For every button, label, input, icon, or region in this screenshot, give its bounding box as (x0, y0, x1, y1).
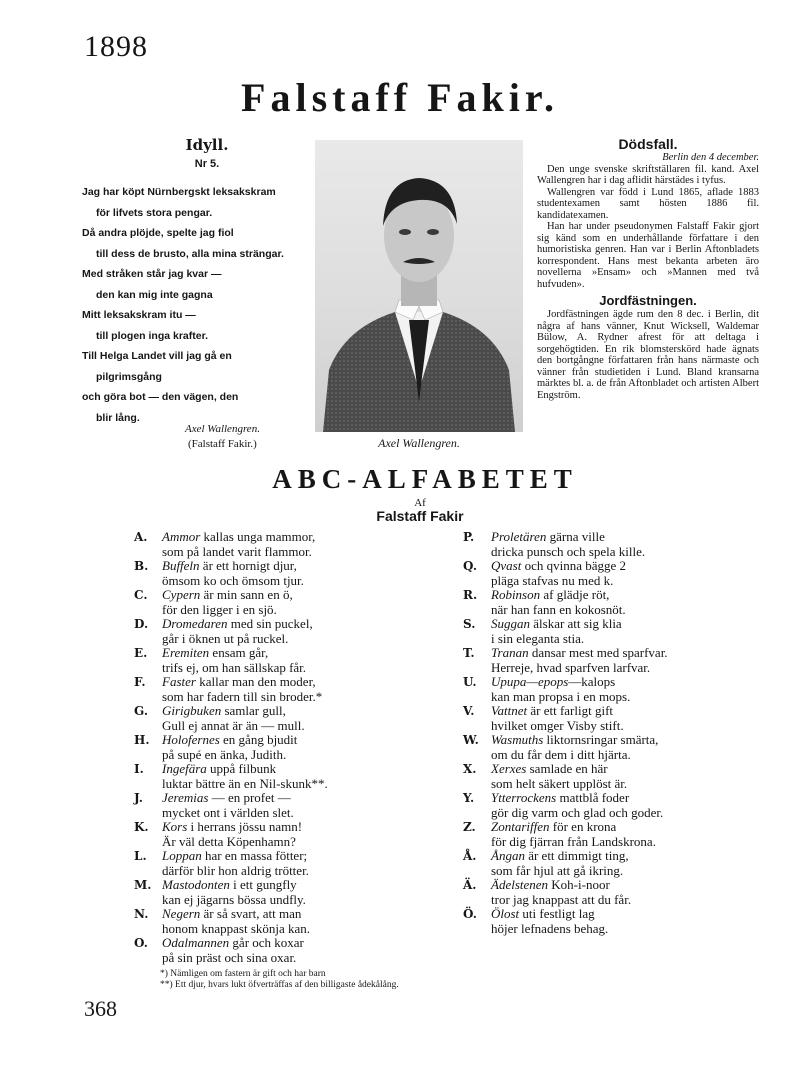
verse-line (491, 733, 693, 748)
alphabet-entry (134, 791, 454, 820)
poem-line: den kan mig inte gagna (96, 288, 213, 301)
entry-rest: uppå filbunk (206, 761, 277, 776)
idyll-pseudonym: (Falstaff Fakir.) (188, 438, 257, 450)
alphabet-left-column (134, 530, 454, 965)
verse-line (491, 820, 693, 835)
entry-verse (491, 791, 693, 820)
entry-keyword: Xerxes (491, 761, 527, 776)
entry-verse (162, 733, 454, 762)
entry-rest: — en profet — (208, 790, 291, 805)
entry-verse (491, 849, 693, 878)
verse-line: mycket ont i världen slet. (162, 804, 294, 820)
verse-line (162, 791, 454, 806)
entry-keyword: Mastodonten (162, 877, 230, 892)
entry-keyword: Buffeln (162, 558, 200, 573)
alphabet-entry (463, 530, 693, 559)
entry-keyword: Kors (162, 819, 188, 834)
verse-line: luktar bättre än en Nil-skunk**. (162, 775, 328, 791)
obituary-paragraph: Wallengren var född i Lund 1865, aflade 1883 studentexamen samt hösten 1886 fil. kandidatexamen. (537, 186, 759, 221)
entry-letter: C. (134, 588, 148, 602)
entry-verse (162, 704, 454, 733)
verse-line (162, 849, 454, 864)
footnote: *) Nämligen om fastern är gift och har barn (160, 969, 326, 979)
entry-letter: A. (134, 530, 148, 544)
entry-verse (162, 907, 454, 936)
entry-verse (491, 704, 693, 733)
entry-rest: är ett farligt gift (527, 703, 614, 718)
alphabet-title: ABC-ALFABETET (272, 464, 578, 494)
entry-keyword: Dromedaren (162, 616, 228, 631)
entry-letter: B. (134, 559, 149, 573)
entry-rest: älskar att sig klia (530, 616, 622, 631)
entry-keyword: Upupa—epops (491, 674, 569, 689)
alphabet-entry (134, 530, 454, 559)
entry-letter: V. (463, 704, 475, 718)
page-number: 368 (84, 996, 117, 1021)
entry-letter: N. (134, 907, 149, 921)
entry-keyword: Wasmuths (491, 732, 544, 747)
entry-keyword: Tranan (491, 645, 529, 660)
alphabet-entry (134, 559, 454, 588)
entry-rest: är så svart, att man (200, 906, 302, 921)
entry-verse (162, 675, 454, 704)
poem-line: Med stråken står jag kvar — (82, 268, 222, 280)
entry-verse (491, 617, 693, 646)
verse-line (491, 849, 693, 864)
alphabet-byline: Af (414, 497, 426, 509)
verse-line: om du får dem i ditt hjärta. (491, 746, 631, 762)
entry-keyword: Suggan (491, 616, 530, 631)
verse-line (162, 907, 454, 922)
obituary-heading: Dödsfall. (618, 136, 678, 152)
entry-verse (491, 762, 693, 791)
entry-keyword: Ölost (491, 906, 520, 921)
verse-line (491, 704, 693, 719)
photo-caption: Axel Wallengren. (378, 436, 460, 450)
verse-line (162, 559, 454, 574)
entry-rest: gärna ville (546, 529, 605, 544)
verse-line: som har fadern till sin broder.* (162, 688, 323, 704)
verse-line (162, 675, 454, 690)
entry-keyword: Girigbuken (162, 703, 222, 718)
poem-line: till dess de brusto, alla mina strängar. (96, 247, 284, 260)
entry-keyword: Ångan (491, 848, 525, 863)
verse-line (162, 646, 454, 661)
verse-line (162, 878, 454, 893)
entry-rest: är ett hornigt djur, (199, 558, 297, 573)
alphabet-entry (463, 646, 693, 675)
idyll-number: Nr 5. (194, 158, 220, 170)
poem-line: och göra bot — den vägen, den (82, 391, 239, 403)
entry-letter: Q. (463, 559, 478, 573)
alphabet-entry (134, 617, 454, 646)
entry-letter: L. (134, 849, 147, 863)
entry-keyword: Odalmannen (162, 935, 230, 950)
entry-verse (162, 762, 454, 791)
verse-line (491, 878, 693, 893)
entry-rest: en gång bjudit (219, 732, 298, 747)
entry-verse (162, 646, 454, 675)
verse-line (162, 733, 454, 748)
entry-rest: i ett gungfly (229, 877, 297, 892)
alphabet-entry (134, 762, 454, 791)
alphabet-entry (463, 762, 693, 791)
verse-line: höjer lefnadens behag. (491, 920, 609, 936)
entry-rest: har en massa fötter; (201, 848, 308, 863)
alphabet-entry (134, 646, 454, 675)
verse-line: hvilket omger Visby stift. (491, 717, 624, 733)
funeral-paragraph: Jordfästningen ägde rum den 8 dec. i Berlin, dit några af hans vänner, Knut Wicksell, Waldemar Bülow, A. Rydner afrest för att deltaga i sorgehögtiden. En rik blomsterskörd hade ägnats den bortgångne författaren från hans närmaste och vänner från studietiden i Lund. Bland kransarna märktes bl. a. de från Aftonbladet och artisten Albert Engström. (537, 309, 759, 401)
verse-line: pläga stafvas nu med k. (491, 572, 614, 588)
verse-line (162, 936, 454, 951)
entry-verse (491, 530, 693, 559)
entry-rest: Koh-i-noor (548, 877, 610, 892)
entry-keyword: Jeremias (162, 790, 209, 805)
entry-rest: är min sann en ö, (200, 587, 293, 602)
verse-line (162, 704, 454, 719)
entry-rest: af glädje röt, (540, 587, 610, 602)
verse-line: Är väl detta Köpenhamn? (162, 833, 296, 849)
verse-line (491, 617, 693, 632)
verse-line: för dig fjärran från Landskrona. (491, 833, 656, 849)
entry-letter: Ä. (463, 878, 477, 892)
entry-letter: F. (134, 675, 146, 689)
poem-line: till plogen inga krafter. (96, 329, 209, 342)
entry-letter: G. (134, 704, 148, 718)
entry-keyword: Eremiten (162, 645, 210, 660)
entry-verse (491, 588, 693, 617)
verse-line (491, 559, 693, 574)
alphabet-entry (463, 588, 693, 617)
alphabet-entry (463, 617, 693, 646)
entry-verse (491, 907, 693, 936)
poem-line: blir lång. (96, 411, 140, 424)
verse-line: dricka punsch och spela kille. (491, 543, 646, 559)
verse-line: Herreje, hvad sparfven larfvar. (491, 659, 651, 675)
verse-line: för den ligger i en sjö. (162, 601, 277, 617)
poem-line: Mitt leksakskram itu — (82, 309, 196, 321)
entry-verse (162, 559, 454, 588)
entry-letter: D. (134, 617, 149, 631)
entry-verse (491, 675, 693, 704)
entry-letter: J. (134, 791, 143, 805)
entry-rest: samlar gull, (221, 703, 286, 718)
verse-line: honom knappast skönja kan. (162, 920, 311, 936)
alphabet-entry (134, 588, 454, 617)
alphabet-entry (134, 878, 454, 907)
alphabet-entry (134, 936, 454, 965)
entry-letter: S. (463, 617, 476, 631)
verse-line: i sin eleganta stia. (491, 630, 585, 646)
poem-lines (82, 182, 310, 428)
alphabet-entry (463, 559, 693, 588)
idyll-signature: Axel Wallengren. (185, 423, 260, 435)
entry-keyword: Robinson (491, 587, 541, 602)
verse-line (491, 791, 693, 806)
entry-letter: T. (463, 646, 475, 660)
entry-verse (162, 878, 454, 907)
entry-keyword: Ädelstenen (491, 877, 549, 892)
verse-line: ömsom ko och ömsom tjur. (162, 572, 304, 588)
entry-verse (162, 530, 454, 559)
footnote: **) Ett djur, hvars lukt öfverträffas af den billigaste ådekålång. (160, 980, 399, 990)
alphabet-entry (134, 907, 454, 936)
alphabet-entry (463, 907, 693, 936)
entry-verse (162, 820, 454, 849)
entry-letter: M. (134, 878, 152, 892)
alphabet-entry (463, 849, 693, 878)
entry-letter: R. (463, 588, 478, 602)
verse-line (491, 588, 693, 603)
entry-letter: H. (134, 733, 150, 747)
verse-line: på supé en änka, Judith. (162, 746, 287, 762)
entry-verse (162, 617, 454, 646)
entry-letter: Ö. (463, 907, 477, 921)
verse-line: trifs ej, om han sällskap får. (162, 659, 307, 675)
verse-line: gör dig varm och glad och goder. (491, 804, 664, 820)
verse-line (162, 530, 454, 545)
entry-rest: liktornsringar smärta, (543, 732, 659, 747)
verse-line: går i öknen ut på ruckel. (162, 630, 289, 646)
page-title: Falstaff Fakir. (241, 75, 559, 120)
verse-line: som får hjul att gå ikring. (491, 862, 624, 878)
verse-line: därför blir hon aldrig trötter. (162, 862, 309, 878)
entry-rest: med sin puckel, (227, 616, 313, 631)
verse-line: kan man propsa i en mops. (491, 688, 631, 704)
verse-line (162, 588, 454, 603)
entry-letter: Z. (463, 820, 476, 834)
entry-rest: mattblå foder (556, 790, 630, 805)
entry-letter: I. (134, 762, 144, 776)
entry-verse (491, 646, 693, 675)
alphabet-entry (463, 820, 693, 849)
entry-rest: samlade en här (526, 761, 608, 776)
alphabet-entry (463, 733, 693, 762)
entry-keyword: Vattnet (491, 703, 528, 718)
entry-keyword: Proletären (491, 529, 547, 544)
entry-keyword: Loppan (162, 848, 202, 863)
entry-letter: Å. (463, 849, 477, 863)
verse-line (162, 617, 454, 632)
obituary-column (537, 136, 759, 401)
entry-keyword: Ytterrockens (491, 790, 557, 805)
verse-line: på sin präst och sina oxar. (162, 949, 297, 965)
entry-verse (491, 878, 693, 907)
verse-line (491, 646, 693, 661)
obituary-paragraph: Den unge svenske skriftställaren fil. kand. Axel Wallengren har i dag aflidit härstädes i tyfus. (537, 163, 759, 186)
entry-letter: E. (134, 646, 148, 660)
entry-verse (162, 791, 454, 820)
entry-rest: går och koxar (229, 935, 304, 950)
entry-rest: uti festligt lag (519, 906, 595, 921)
entry-rest: är ett dimmigt ting, (524, 848, 629, 863)
entry-rest: och qvinna bägge 2 (521, 558, 627, 573)
poem-line: Till Helga Landet vill jag gå en (82, 350, 232, 362)
obituary-paragraph: Han har under pseudonymen Falstaff Fakir gjort sig känd som en underhållande författare i den humoristiska genren. Han var i Berlin Aftonbladets korrespondent. Hans mest bekanta arbeten äro novellerna »Ensam» och »Mannen med två hufvuden». (537, 221, 759, 290)
alphabet-entry (463, 791, 693, 820)
entry-rest: dansar mest med sparfvar. (528, 645, 668, 660)
portrait-photo (315, 140, 523, 432)
entry-verse (491, 820, 693, 849)
idyll-poem (82, 136, 310, 428)
entry-rest: kallas unga mammor, (200, 529, 316, 544)
verse-line (491, 907, 693, 922)
footnotes (160, 969, 399, 991)
entry-letter: X. (463, 762, 477, 776)
entry-keyword: Negern (162, 906, 201, 921)
alphabet-author: Falstaff Fakir (376, 508, 464, 524)
entry-rest: kallar man den moder, (195, 674, 316, 689)
verse-line (491, 762, 693, 777)
portrait-illustration (315, 140, 523, 432)
verse-line (491, 530, 693, 545)
obituary-dateline: Berlin den 4 december. (662, 152, 759, 163)
poem-line: pilgrimsgång (96, 370, 162, 383)
alphabet-entry (134, 704, 454, 733)
entry-verse (162, 936, 454, 965)
verse-line: kan ej jägarns bössa undfly. (162, 891, 306, 907)
entry-letter: Y. (463, 791, 475, 805)
entry-rest: ensam går, (209, 645, 269, 660)
entry-keyword: Qvast (491, 558, 522, 573)
alphabet-entry (134, 733, 454, 762)
entry-keyword: Cypern (162, 587, 201, 602)
entry-keyword: Ingefära (162, 761, 207, 776)
poem-line: Jag har köpt Nürnbergskt leksakskram (82, 186, 276, 198)
alphabet-entry (463, 704, 693, 733)
entry-rest: för en krona (549, 819, 617, 834)
verse-line: som på landet varit flammor. (162, 543, 312, 559)
verse-line: när han fann en kokosnöt. (491, 601, 626, 617)
entry-letter: U. (463, 675, 477, 689)
alphabet-entry (463, 878, 693, 907)
entry-keyword: Ammor (162, 529, 201, 544)
entry-letter: P. (463, 530, 475, 544)
alphabet-entry (134, 820, 454, 849)
idyll-heading: Idyll. (185, 136, 229, 154)
entry-keyword: Zontariffen (491, 819, 550, 834)
entry-rest: i herrans jössu namn! (187, 819, 303, 834)
entry-verse (162, 849, 454, 878)
verse-line (162, 762, 454, 777)
alphabet-entry (463, 675, 693, 704)
entry-verse (491, 559, 693, 588)
poem-line: Då andra plöjde, spelte jag fiol (82, 227, 234, 239)
verse-line: som helt säkert upplöst är. (491, 775, 628, 791)
entry-keyword: Faster (162, 674, 196, 689)
verse-line (162, 820, 454, 835)
entry-rest: —kalops (568, 674, 616, 689)
alphabet-entry (134, 675, 454, 704)
alphabet-entry (134, 849, 454, 878)
poem-line: för lifvets stora pengar. (96, 206, 213, 219)
verse-line: tror jag knappast att du får. (491, 891, 632, 907)
verse-line: Gull ej annat är än — mull. (162, 717, 305, 733)
entry-letter: O. (134, 936, 148, 950)
entry-letter: W. (463, 733, 479, 747)
entry-verse (491, 733, 693, 762)
entry-verse (162, 588, 454, 617)
alphabet-right-column (463, 530, 693, 936)
entry-letter: K. (134, 820, 149, 834)
entry-keyword: Holofernes (162, 732, 220, 747)
funeral-heading: Jordfästningen. (599, 293, 697, 308)
verse-line (491, 675, 693, 690)
year: 1898 (84, 30, 148, 63)
